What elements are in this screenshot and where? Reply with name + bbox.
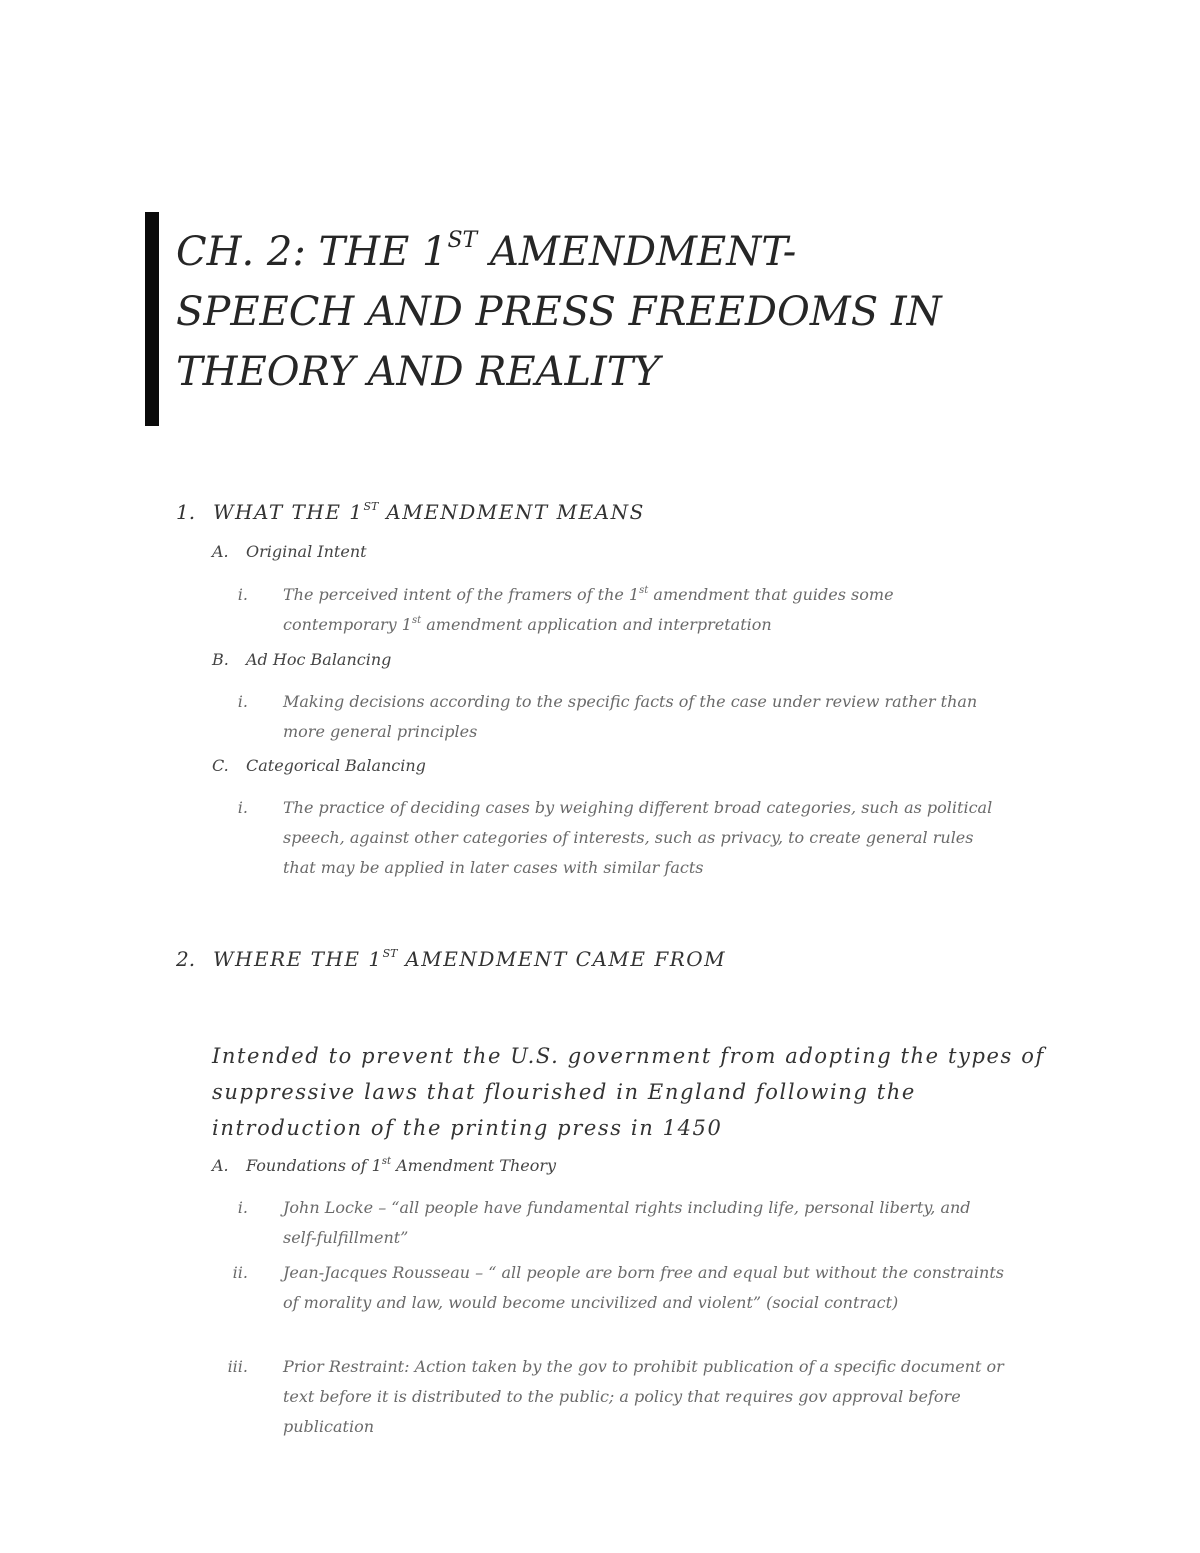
chapter-title — [176, 222, 1076, 402]
subheading-foundations: A. Foundations of 1st Amendment Theory — [212, 1156, 557, 1175]
subheading-original-intent: A. Original Intent — [212, 542, 367, 561]
subheading-categorical-balancing: C. Categorical Balancing — [212, 756, 426, 775]
list-item: i. John Locke – “all people have fundamental rights including life, personal liberty, and self-fulfillment” — [237, 1198, 971, 1247]
list-item: i. Making decisions according to the specific facts of the case under review rather than more general principles — [237, 692, 978, 741]
subheading-ad-hoc-balancing: B. Ad Hoc Balancing — [212, 650, 392, 669]
section-2-heading: 2. WHERE THE 1ST AMENDMENT CAME FROM — [176, 947, 727, 971]
section-1-heading: 1. WHAT THE 1ST AMENDMENT MEANS — [176, 500, 645, 524]
title-line-2: SPEECH AND PRESS FREEDOMS IN — [176, 289, 942, 335]
list-item: ii. Jean-Jacques Rousseau – “ all people are born free and equal but without the constraints of morality and law, would become uncivilized and violent” (social contract) — [232, 1263, 1004, 1312]
title-line-3: THEORY AND REALITY — [176, 349, 660, 395]
list-item: i. The practice of deciding cases by weighing different broad categories, such as political speech, against other categories of interests, such as privacy, to create general rules that may be applied in later cases with similar facts — [237, 798, 993, 877]
title-line-1: CH. 2: THE 1ST AMENDMENT- — [176, 228, 797, 275]
list-item: i. The perceived intent of the framers of the 1st amendment that guides some contemporary 1st amendment application and interpretation — [237, 585, 894, 634]
list-item: iii. Prior Restraint: Action taken by the gov to prohibit publication of a specific document or text before it is distributed to the public; a policy that requires gov approval before publication — [227, 1357, 1004, 1436]
section-2-intro: Intended to prevent the U.S. government from adopting the types of suppressive laws that flourished in England following the introduction of the printing press in 1450 — [212, 1044, 1045, 1140]
title-accent-bar — [145, 212, 159, 426]
